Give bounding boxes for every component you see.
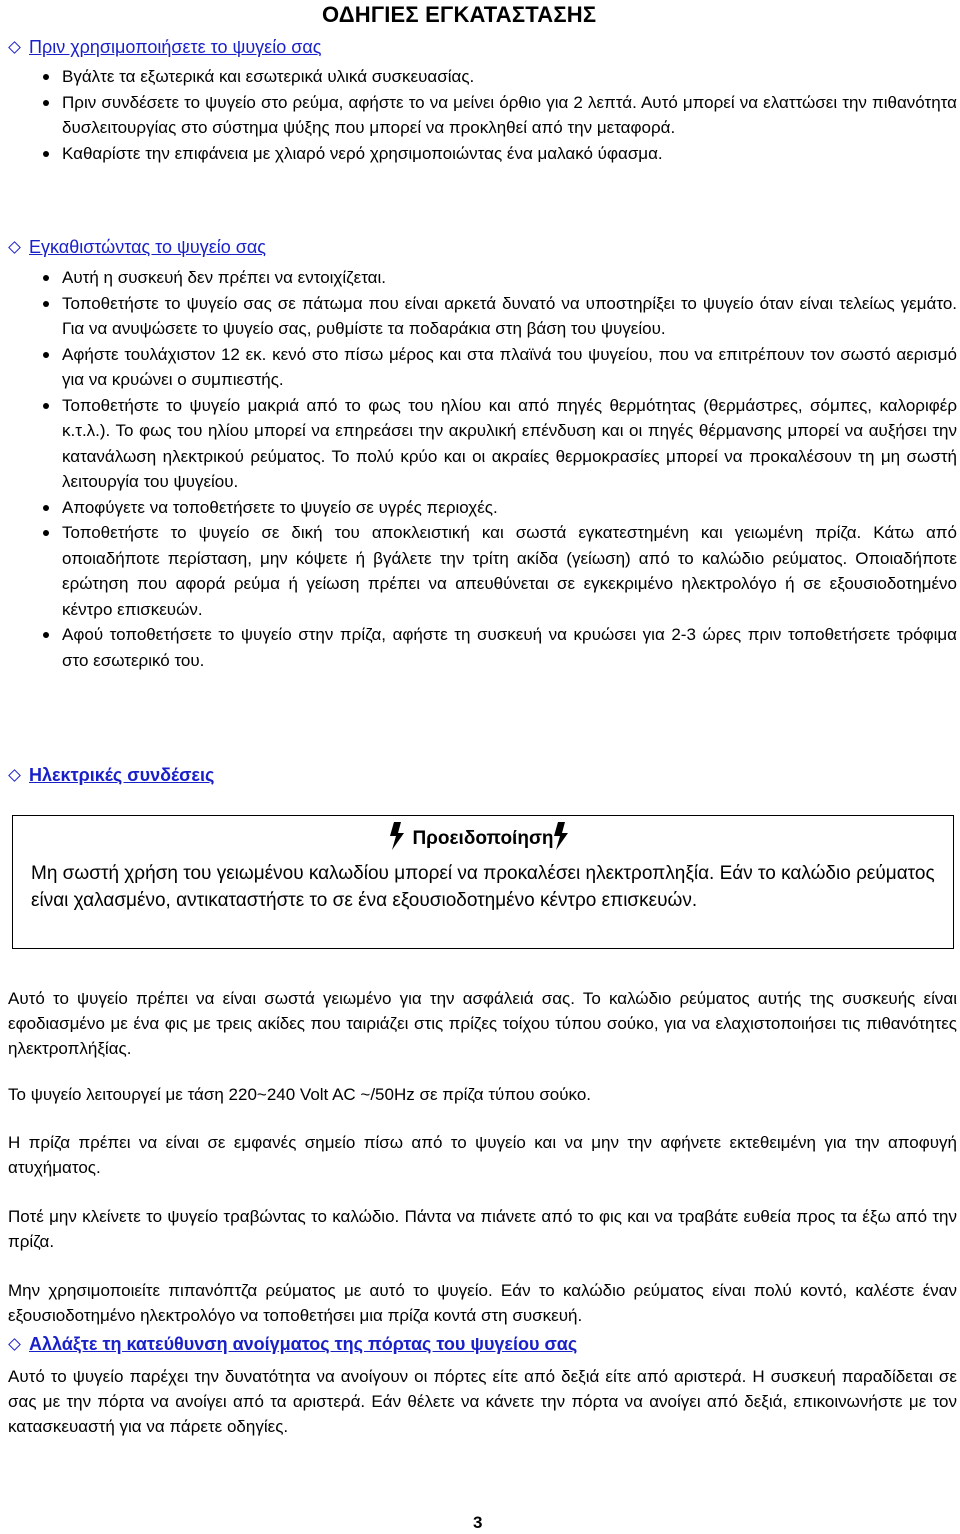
section-heading-electrical: Ηλεκτρικές συνδέσεις (8, 765, 214, 786)
warning-title: Προειδοποίηση (13, 822, 953, 850)
paragraph-door: Αυτό το ψυγείο παρέχει την δυνατότητα να ανοίγουν οι πόρτες είτε από δεξιά είτε από αριστερά. Η συσκευή παραδίδεται σε σας με την πόρτα να ανοίγει από τα αριστερά. Εάν θέλετε να κάνετε την πόρτα να ανοίγει από δεξιά, επικοινωνήστε με τον κατασκευαστή για να πάρετε οδηγίες. (8, 1367, 957, 1436)
list-item: Αυτή η συσκευή δεν πρέπει να εντοιχίζεται. (40, 265, 957, 291)
section-heading-before-use: Πριν χρησιμοποιήσετε το ψυγείο σας (8, 37, 321, 58)
section-heading-installing: Εγκαθιστώντας το ψυγείο σας (8, 237, 266, 258)
section-heading-door: Αλλάξτε τη κατεύθυνση ανοίγματος της πόρτας του ψυγείου σας (8, 1334, 577, 1355)
list-item: Αφήστε τουλάχιστον 12 εκ. κενό στο πίσω μέρος και στα πλαϊνά του ψυγείου, που να επιτρέπουν τον σωστό αερισμό για να κρυώνει ο συμπιεστής. (40, 342, 957, 393)
list-item: Τοποθετήστε το ψυγείο σας σε πάτωμα που είναι αρκετά δυνατό να υποστηρίξει το ψυγείο όταν είναι τελείως γεμάτο. Για να ανυψώσετε το ψυγείο σας, ρυθμίστε τα ποδαράκια στη βάση του ψυγείου. (40, 291, 957, 342)
list-item: Τοποθετήστε το ψυγείο σε δική του αποκλειστική και σωστά εγκατεστημένη και γειωμένη πρίζα. Κάτω από οποιαδήποτε περίσταση, μην κόψετε ή βγάλετε την τρίτη ακίδα (γείωση) από το καλώδιο ρεύματος. Οποιαδήποτε ερώτηση που αφορά ρεύμα ή γείωση πρέπει να απευθύνεται σε εγκεκριμένο ηλεκτρολόγο ή σε εξουσιοδοτημένο κέντρο επισκευών. (40, 520, 957, 622)
warning-text: Μη σωστή χρήση του γειωμένου καλωδίου μπορεί να προκαλέσει ηλεκτροπληξία. Εάν το καλώδιο ρεύματος είναι χαλασμένο, αντικαταστήστε το σε ένα εξουσιοδοτημένο κέντρο επισκευών. (31, 863, 935, 911)
list-item: Πριν συνδέσετε το ψυγείο στο ρεύμα, αφήστε το να μείνει όρθιο για 2 λεπτά. Αυτό μπορεί να ελαττώσει την πιθανότητα δυσλειτουργίας στο σύστημα ψύξης που μπορεί να προκληθεί από την μεταφορά. (40, 90, 957, 141)
paragraph-unplug: Ποτέ μην κλείνετε το ψυγείο τραβώντας το καλώδιο. Πάντα να πιάνετε από το φις και να τραβάτε ευθεία προς τα έξω από την πρίζα. (8, 1207, 957, 1251)
list-item: Αφού τοποθετήσετε το ψυγείο στην πρίζα, αφήστε τη συσκευή να κρυώσει για 2-3 ώρες πριν τοποθετήσετε τρόφιμα στο εσωτερικό του. (40, 622, 957, 673)
lightning-bolt-icon (390, 822, 412, 850)
paragraph-extension: Μην χρησιμοποιείτε πιπανόπτζα ρεύματος με αυτό το ψυγείο. Εάν το καλώδιο ρεύματος είναι πολύ κοντό, καλέστε έναν εξουσιοδοτημένο ηλεκτρολόγο να τοποθετήσει μια πρίζα κοντά στη συσκευή. (8, 1281, 957, 1325)
list-item: Βγάλτε τα εξωτερικά και εσωτερικά υλικά συσκευασίας. (40, 64, 957, 90)
page-title: ΟΔΗΓΙΕΣ ΕΓΚΑΤΑΣΤΑΣΗΣ (322, 2, 597, 27)
diamond-icon (8, 1338, 21, 1351)
paragraph-grounding: Αυτό το ψυγείο πρέπει να είναι σωστά γειωμένο για την ασφάλειά σας. Το καλώδιο ρεύματος αυτής της συσκευής είναι εφοδιασμένο με ένα φις με τρεις ακίδες που ταιριάζει στις πρίζες τοίχου τύπου σούκο, για να ελαχιστοποιήσει τις πιθανότητες ηλεκτροπλήξίας. (8, 989, 957, 1058)
installing-list (40, 265, 957, 673)
list-item: Τοποθετήστε το ψυγείο μακριά από το φως του ηλίου και από πηγές θερμότητας (θερμάστρες, σόμπες, καλοριφέρ κ.τ.λ.). Το φως του ηλίου μπορεί να επηρεάσει την ακρυλική επένδυση και οι πηγές θέρμανσης μπορεί να αυξήσει την κατανάλωση ηλεκτρικού ρεύματος. Το πολύ κρύο και οι ακραίες θερμοκρασίες μπορεί να προκαλέσουν τη μη σωστή λειτουργία του ψυγείου. (40, 393, 957, 495)
page-number: 3 (473, 1513, 483, 1532)
diamond-icon (8, 241, 21, 254)
warning-box (12, 815, 954, 949)
paragraph-voltage: Το ψυγείο λειτουργεί με τάση 220~240 Volt AC ~/50Hz σε πρίζα τύπου σούκο. (8, 1085, 592, 1104)
before-use-list (40, 64, 957, 166)
diamond-icon (8, 769, 21, 782)
diamond-icon (8, 41, 21, 54)
paragraph-socket: Η πρίζα πρέπει να είναι σε εμφανές σημείο πίσω από το ψυγείο και να μην την αφήνετε εκτεθειμένη για την αποφυγή ατυχήματος. (8, 1133, 957, 1177)
list-item: Αποφύγετε να τοποθετήσετε το ψυγείο σε υγρές περιοχές. (40, 495, 957, 521)
lightning-bolt-icon (554, 822, 576, 850)
list-item: Καθαρίστε την επιφάνεια με χλιαρό νερό χρησιμοποιώντας ένα μαλακό ύφασμα. (40, 141, 957, 167)
